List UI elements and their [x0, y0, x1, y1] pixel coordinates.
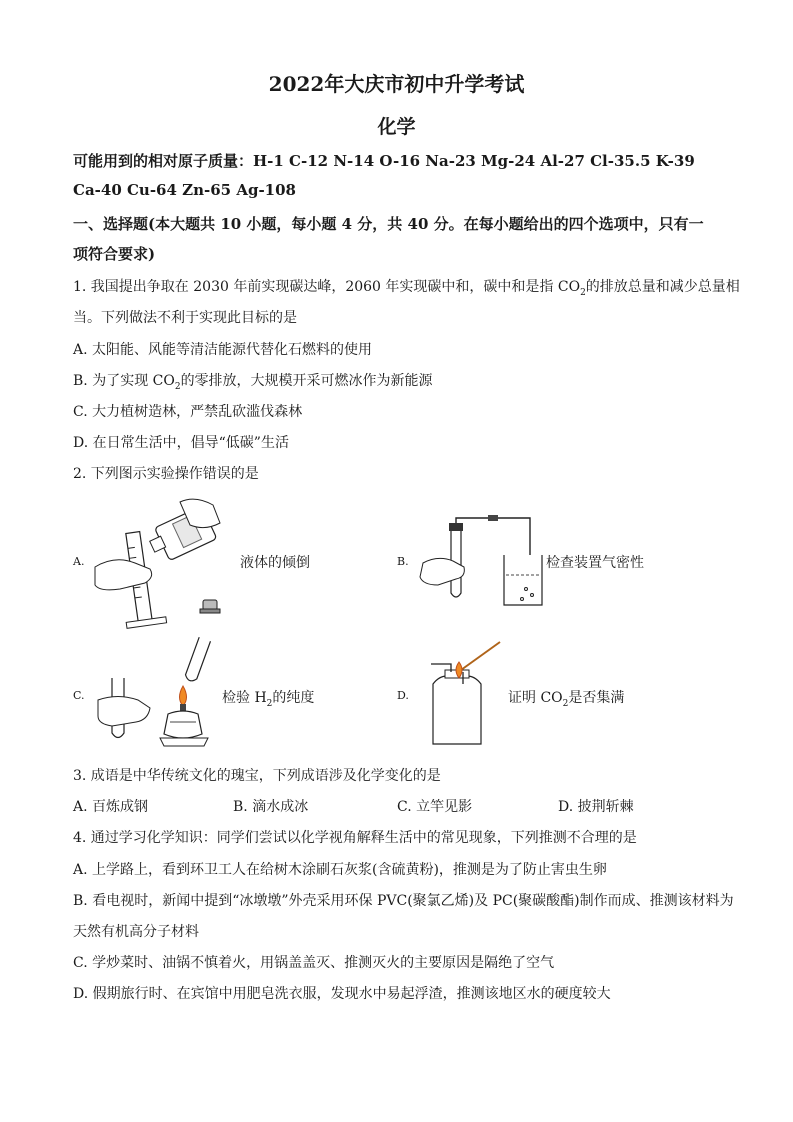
q3-option-d: D. 披荆斩棘 — [558, 799, 634, 815]
q1-option-b-part-2: 的零排放，大规模开采可燃冰作为新能源 — [180, 373, 433, 389]
q4-option-c: C. 学炒菜时、油锅不慎着火，用锅盖盖灭、推测灭火的主要原因是隔绝了空气 — [73, 955, 555, 971]
atomic-mass-line-1: 可能用到的相对原子质量：H-1 C-12 N-14 O-16 Na-23 Mg-24 Al-27 Cl-35.5 K-39 — [73, 152, 695, 170]
q4-option-b-line-1: B. 看电视时，新闻中提到“冰墩墩”外壳采用环保 PVC(聚氯乙烯)及 PC(聚碳酸酯)制作而成、推测该材料为 — [73, 893, 734, 909]
q3-option-b: B. 滴水成冰 — [233, 799, 309, 815]
figure-b-airtightness-check — [418, 515, 543, 607]
figure-d-caption-part-1: 证明 CO — [508, 690, 563, 706]
q1-stem-part-b: 的排放总量和减少总量相 — [585, 279, 740, 295]
q1-stem-line-2: 当。下列做法不利于实现此目标的是 — [73, 310, 297, 326]
q1-stem-line-1 — [73, 276, 740, 298]
figure-d-caption-part-2: 是否集满 — [568, 690, 625, 706]
subscript: 2 — [562, 698, 569, 709]
q3-option-a: A. 百炼成钢 — [73, 799, 149, 815]
figure-b-caption: 检查装置气密性 — [546, 555, 644, 571]
subscript: 2 — [580, 287, 586, 298]
figure-d-caption — [508, 687, 624, 709]
q4-option-a: A. 上学路上，看到环卫工人在给树木涂刷石灰浆(含硫黄粉)，推测是为了防止害虫生卵 — [73, 862, 607, 878]
q1-stem-part-a: 1. 我国提出争取在 2030 年前实现碳达峰，2060 年实现碳中和，碳中和是指 CO — [73, 279, 581, 295]
figure-c-hydrogen-test — [98, 638, 220, 750]
q2-stem: 2. 下列图示实验操作错误的是 — [73, 466, 259, 482]
subject-title: 化学 — [377, 116, 416, 138]
page-title: 2022年大庆市初中升学考试 — [268, 72, 525, 96]
q1-option-b — [73, 370, 433, 392]
figure-a-caption: 液体的倾倒 — [240, 555, 310, 571]
q3-option-c: C. 立竿见影 — [397, 799, 473, 815]
section-heading-line-2: 项符合要求) — [73, 245, 156, 263]
figure-c-caption-part-1: 检验 H — [222, 690, 267, 706]
q4-option-d: D. 假期旅行时、在宾馆中用肥皂洗衣服，发现水中易起浮渣，推测该地区水的硬度较大 — [73, 986, 611, 1002]
q1-option-d: D. 在日常生活中，倡导“低碳”生活 — [73, 435, 289, 451]
figure-d-letter: D. — [397, 689, 409, 702]
figure-c-caption — [222, 687, 314, 709]
figure-c-caption-part-2: 的纯度 — [272, 690, 315, 706]
subscript: 2 — [266, 698, 273, 709]
figure-d-co2-full-test — [425, 640, 510, 748]
q4-stem: 4. 通过学习化学知识：同学们尝试以化学视角解释生活中的常见现象，下列推测不合理的是 — [73, 830, 637, 846]
q1-option-c: C. 大力植树造林，严禁乱砍滥伐森林 — [73, 404, 303, 420]
q3-stem: 3. 成语是中华传统文化的瑰宝，下列成语涉及化学变化的是 — [73, 768, 441, 784]
figure-b-letter: B. — [397, 555, 409, 568]
section-heading-line-1: 一、选择题(本大题共 10 小题，每小题 4 分，共 40 分。在每小题给出的四个选项中，只有一 — [73, 215, 704, 233]
atomic-mass-line-2: Ca-40 Cu-64 Zn-65 Ag-108 — [73, 181, 296, 199]
q1-option-a: A. 太阳能、风能等清洁能源代替化石燃料的使用 — [73, 342, 373, 358]
figure-a-letter: A. — [73, 555, 85, 568]
q1-option-b-part-1: B. 为了实现 CO — [73, 373, 175, 389]
subscript: 2 — [174, 381, 181, 392]
q4-option-b-line-2: 天然有机高分子材料 — [73, 924, 199, 940]
figure-c-letter: C. — [73, 689, 85, 702]
figure-a-pouring-liquid — [95, 497, 235, 632]
